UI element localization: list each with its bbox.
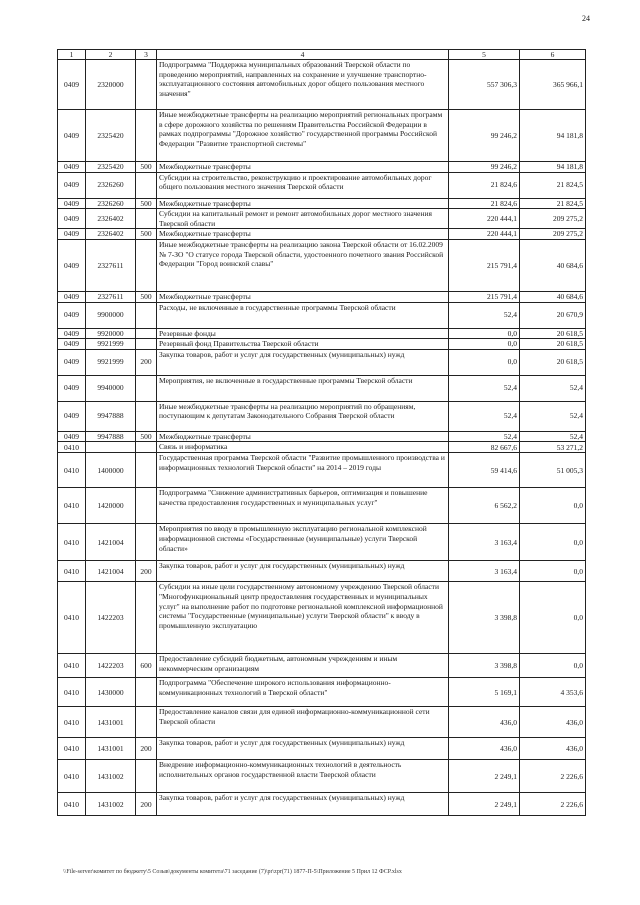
cell-amount-2: 436,0 bbox=[520, 707, 586, 738]
table-row bbox=[58, 738, 586, 760]
cell-amount-1: 59 414,6 bbox=[449, 453, 520, 488]
cell-name: Межбюджетные трансферты bbox=[157, 162, 449, 173]
cell-expense-type bbox=[136, 110, 157, 162]
cell-name: Резервный фонд Правительства Тверской области bbox=[157, 339, 449, 350]
table-row bbox=[58, 162, 586, 173]
cell-target-code: 1431002 bbox=[86, 793, 136, 816]
table-row bbox=[58, 488, 586, 524]
cell-expense-type bbox=[136, 707, 157, 738]
cell-name: Предоставление каналов связи для единой информационно-коммуникационной сети Тверской области bbox=[157, 707, 449, 738]
cell-name: Иные межбюджетные трансферты на реализацию закона Тверской области от 16.02.2009 № 7-ЗО "О статусе города Тверской области, удостоенного почетного звания Российской Федерации "Город воинской славы" bbox=[157, 239, 449, 291]
cell-amount-2: 0,0 bbox=[520, 561, 586, 582]
cell-amount-2: 40 684,6 bbox=[520, 239, 586, 291]
table-row bbox=[58, 349, 586, 375]
table-body bbox=[58, 60, 586, 816]
cell-name: Мероприятия по вводу в промышленную эксплуатацию региональной комплексной информационной системы «Государственные (муниципальные) услуги Тверской области» bbox=[157, 524, 449, 561]
cell-amount-2: 53 271,2 bbox=[520, 442, 586, 453]
cell-expense-type: 200 bbox=[136, 561, 157, 582]
column-header-2: 2 bbox=[86, 50, 136, 60]
cell-amount-2: 20 618,5 bbox=[520, 328, 586, 339]
cell-expense-type bbox=[136, 488, 157, 524]
cell-section: 0409 bbox=[58, 172, 86, 198]
cell-section: 0409 bbox=[58, 328, 86, 339]
cell-name: Расходы, не включенные в государственные программы Тверской области bbox=[157, 302, 449, 328]
cell-name: Межбюджетные трансферты bbox=[157, 431, 449, 442]
cell-name: Межбюджетные трансферты bbox=[157, 291, 449, 302]
cell-name: Мероприятия, не включенные в государственные программы Тверской области bbox=[157, 375, 449, 401]
cell-section: 0409 bbox=[58, 291, 86, 302]
cell-amount-1: 52,4 bbox=[449, 375, 520, 401]
cell-expense-type bbox=[136, 453, 157, 488]
cell-amount-1: 2 249,1 bbox=[449, 760, 520, 793]
cell-expense-type: 200 bbox=[136, 738, 157, 760]
cell-target-code: 9900000 bbox=[86, 302, 136, 328]
cell-target-code: 1430000 bbox=[86, 678, 136, 707]
cell-name: Субсидии на капитальный ремонт и ремонт автомобильных дорог местного значения Тверской области bbox=[157, 209, 449, 229]
cell-amount-2: 2 226,6 bbox=[520, 760, 586, 793]
cell-expense-type bbox=[136, 239, 157, 291]
table-row bbox=[58, 375, 586, 401]
column-header-3: 3 bbox=[136, 50, 157, 60]
cell-amount-1: 5 169,1 bbox=[449, 678, 520, 707]
cell-amount-2: 52,4 bbox=[520, 401, 586, 431]
cell-amount-2: 436,0 bbox=[520, 738, 586, 760]
cell-expense-type bbox=[136, 328, 157, 339]
cell-section: 0410 bbox=[58, 760, 86, 793]
cell-amount-1: 3 398,8 bbox=[449, 654, 520, 678]
cell-name: Иные межбюджетные трансферты на реализацию мероприятий региональных программ в сфере дорожного хозяйства по решениям Правительства Российской Федерации в рамках подпрограммы "Дорожное хозяйство" государственной программы Российской Федерации "Развитие транспортной системы" bbox=[157, 110, 449, 162]
cell-amount-1: 215 791,4 bbox=[449, 239, 520, 291]
cell-section: 0410 bbox=[58, 793, 86, 816]
cell-name: Субсидии на строительство, реконструкцию и проектирование автомобильных дорог общего пользования местного значения Тверской области bbox=[157, 172, 449, 198]
cell-target-code: 1422203 bbox=[86, 654, 136, 678]
table-row bbox=[58, 401, 586, 431]
cell-amount-2: 209 275,2 bbox=[520, 229, 586, 240]
cell-section: 0409 bbox=[58, 339, 86, 350]
cell-section: 0410 bbox=[58, 524, 86, 561]
cell-amount-1: 21 824,6 bbox=[449, 198, 520, 209]
cell-name: Межбюджетные трансферты bbox=[157, 229, 449, 240]
cell-target-code: 9920000 bbox=[86, 328, 136, 339]
cell-target-code: 2325420 bbox=[86, 110, 136, 162]
cell-amount-1: 99 246,2 bbox=[449, 110, 520, 162]
cell-expense-type bbox=[136, 339, 157, 350]
cell-amount-2: 4 353,6 bbox=[520, 678, 586, 707]
cell-section: 0409 bbox=[58, 302, 86, 328]
cell-section: 0409 bbox=[58, 239, 86, 291]
budget-table bbox=[57, 49, 586, 816]
table-row bbox=[58, 760, 586, 793]
table-row bbox=[58, 328, 586, 339]
cell-name: Закупка товаров, работ и услуг для государственных (муниципальных) нужд bbox=[157, 793, 449, 816]
cell-section: 0409 bbox=[58, 162, 86, 173]
cell-amount-2: 40 684,6 bbox=[520, 291, 586, 302]
cell-target-code: 1422203 bbox=[86, 582, 136, 654]
cell-amount-2: 0,0 bbox=[520, 488, 586, 524]
cell-name: Закупка товаров, работ и услуг для государственных (муниципальных) нужд bbox=[157, 349, 449, 375]
cell-expense-type: 500 bbox=[136, 229, 157, 240]
cell-amount-2: 21 824,5 bbox=[520, 172, 586, 198]
column-header-1: 1 bbox=[58, 50, 86, 60]
cell-amount-1: 0,0 bbox=[449, 349, 520, 375]
cell-expense-type bbox=[136, 760, 157, 793]
cell-section: 0409 bbox=[58, 349, 86, 375]
cell-amount-2: 94 181,8 bbox=[520, 110, 586, 162]
cell-amount-1: 82 667,6 bbox=[449, 442, 520, 453]
cell-amount-2: 209 275,2 bbox=[520, 209, 586, 229]
column-number-row bbox=[58, 50, 586, 60]
cell-name: Межбюджетные трансферты bbox=[157, 198, 449, 209]
cell-amount-2: 365 966,1 bbox=[520, 60, 586, 110]
table-row bbox=[58, 60, 586, 110]
cell-amount-2: 0,0 bbox=[520, 654, 586, 678]
cell-section: 0410 bbox=[58, 488, 86, 524]
cell-target-code: 1421004 bbox=[86, 561, 136, 582]
table-row bbox=[58, 229, 586, 240]
cell-amount-2: 94 181,8 bbox=[520, 162, 586, 173]
cell-amount-1: 3 163,4 bbox=[449, 561, 520, 582]
table-row bbox=[58, 793, 586, 816]
column-header-5: 5 bbox=[449, 50, 520, 60]
cell-amount-2: 0,0 bbox=[520, 524, 586, 561]
cell-target-code: 2326260 bbox=[86, 198, 136, 209]
table-row bbox=[58, 442, 586, 453]
table-row bbox=[58, 678, 586, 707]
cell-section: 0410 bbox=[58, 654, 86, 678]
table-row bbox=[58, 561, 586, 582]
cell-section: 0409 bbox=[58, 198, 86, 209]
cell-expense-type bbox=[136, 302, 157, 328]
cell-expense-type bbox=[136, 60, 157, 110]
cell-target-code: 2326260 bbox=[86, 172, 136, 198]
cell-expense-type: 500 bbox=[136, 431, 157, 442]
cell-target-code: 9921999 bbox=[86, 349, 136, 375]
cell-target-code bbox=[86, 442, 136, 453]
cell-target-code: 2326402 bbox=[86, 209, 136, 229]
cell-expense-type: 200 bbox=[136, 793, 157, 816]
cell-name: Подпрограмма "Поддержка муниципальных образований Тверской области по проведению мероприятий, направленных на сохранение и улучшение транспортно-эксплуатационного состояния автомобильных дорог общего пользования местного значения" bbox=[157, 60, 449, 110]
cell-target-code: 2320000 bbox=[86, 60, 136, 110]
cell-target-code: 2325420 bbox=[86, 162, 136, 173]
cell-name: Закупка товаров, работ и услуг для государственных (муниципальных) нужд bbox=[157, 561, 449, 582]
column-header-6: 6 bbox=[520, 50, 586, 60]
cell-section: 0409 bbox=[58, 60, 86, 110]
cell-amount-1: 3 398,8 bbox=[449, 582, 520, 654]
cell-target-code: 1421004 bbox=[86, 524, 136, 561]
cell-amount-1: 52,4 bbox=[449, 302, 520, 328]
table-row bbox=[58, 198, 586, 209]
cell-amount-1: 215 791,4 bbox=[449, 291, 520, 302]
cell-expense-type: 200 bbox=[136, 349, 157, 375]
cell-amount-1: 3 163,4 bbox=[449, 524, 520, 561]
table-row bbox=[58, 110, 586, 162]
cell-amount-2: 2 226,6 bbox=[520, 793, 586, 816]
cell-name: Закупка товаров, работ и услуг для государственных (муниципальных) нужд bbox=[157, 738, 449, 760]
cell-amount-1: 436,0 bbox=[449, 707, 520, 738]
cell-section: 0409 bbox=[58, 229, 86, 240]
cell-expense-type: 500 bbox=[136, 291, 157, 302]
cell-expense-type bbox=[136, 172, 157, 198]
column-header-4: 4 bbox=[157, 50, 449, 60]
cell-amount-1: 6 562,2 bbox=[449, 488, 520, 524]
cell-section: 0410 bbox=[58, 738, 86, 760]
cell-amount-2: 20 670,9 bbox=[520, 302, 586, 328]
cell-target-code: 1431002 bbox=[86, 760, 136, 793]
cell-name: Внедрение информационно-коммуникационных технологий в деятельность исполнительных органов государственной власти Тверской области bbox=[157, 760, 449, 793]
cell-section: 0409 bbox=[58, 375, 86, 401]
cell-amount-2: 52,4 bbox=[520, 431, 586, 442]
cell-expense-type bbox=[136, 401, 157, 431]
cell-amount-2: 52,4 bbox=[520, 375, 586, 401]
cell-amount-1: 52,4 bbox=[449, 401, 520, 431]
cell-amount-2: 0,0 bbox=[520, 582, 586, 654]
cell-expense-type bbox=[136, 524, 157, 561]
cell-target-code: 2326402 bbox=[86, 229, 136, 240]
cell-target-code: 9947888 bbox=[86, 431, 136, 442]
cell-expense-type: 600 bbox=[136, 654, 157, 678]
cell-amount-2: 20 618,5 bbox=[520, 349, 586, 375]
cell-target-code: 1420000 bbox=[86, 488, 136, 524]
cell-target-code: 1431001 bbox=[86, 738, 136, 760]
cell-target-code: 9921999 bbox=[86, 339, 136, 350]
cell-name: Иные межбюджетные трансферты на реализацию мероприятий по обращениям, поступающим к депутатам Законодательного Собрания Тверской области bbox=[157, 401, 449, 431]
cell-expense-type: 500 bbox=[136, 198, 157, 209]
table-row bbox=[58, 302, 586, 328]
cell-expense-type bbox=[136, 442, 157, 453]
cell-amount-1: 436,0 bbox=[449, 738, 520, 760]
cell-section: 0409 bbox=[58, 431, 86, 442]
cell-section: 0410 bbox=[58, 582, 86, 654]
cell-target-code: 1400000 bbox=[86, 453, 136, 488]
cell-expense-type: 500 bbox=[136, 162, 157, 173]
table-row bbox=[58, 339, 586, 350]
cell-name: Подпрограмма "Снижение административных барьеров, оптимизация и повышение качества предоставления государственных и муниципальных услуг" bbox=[157, 488, 449, 524]
table-row bbox=[58, 654, 586, 678]
cell-expense-type bbox=[136, 678, 157, 707]
table-row bbox=[58, 431, 586, 442]
cell-amount-1: 0,0 bbox=[449, 339, 520, 350]
cell-target-code: 9947888 bbox=[86, 401, 136, 431]
cell-name: Государственная программа Тверской области "Развитие промышленного производства и информационных технологий Тверской области" на 2014 – 2019 годы bbox=[157, 453, 449, 488]
table-row bbox=[58, 239, 586, 291]
cell-amount-1: 52,4 bbox=[449, 431, 520, 442]
cell-amount-1: 557 306,3 bbox=[449, 60, 520, 110]
table-row bbox=[58, 172, 586, 198]
cell-name: Подпрограмма "Обеспечение широкого использования информационно-коммуникационных технологий в Тверской области" bbox=[157, 678, 449, 707]
cell-amount-2: 20 618,5 bbox=[520, 339, 586, 350]
cell-section: 0410 bbox=[58, 707, 86, 738]
table-row bbox=[58, 582, 586, 654]
cell-name: Субсидии на иные цели государственному автономному учреждению Тверской области "Многофункциональный центр предоставления государственных и муниципальных услуг" на выполнение работ по подготовке региональной комплексной информационной системы "Государственные (муниципальные) услуги Тверской области" к вводу в промышленную эксплуатацию bbox=[157, 582, 449, 654]
cell-target-code: 2327611 bbox=[86, 291, 136, 302]
budget-table-container bbox=[57, 49, 586, 816]
cell-expense-type bbox=[136, 209, 157, 229]
cell-amount-2: 21 824,5 bbox=[520, 198, 586, 209]
cell-section: 0410 bbox=[58, 453, 86, 488]
cell-section: 0409 bbox=[58, 110, 86, 162]
cell-expense-type bbox=[136, 375, 157, 401]
table-row bbox=[58, 524, 586, 561]
table-row bbox=[58, 707, 586, 738]
cell-section: 0409 bbox=[58, 401, 86, 431]
cell-section: 0410 bbox=[58, 678, 86, 707]
cell-expense-type bbox=[136, 582, 157, 654]
cell-name: Связь и информатика bbox=[157, 442, 449, 453]
file-path-footer: \\File-server\комитет по бюджету\5 Созыв\документы комитета\71 заседание (7)\pr\zpr(71) 1877-П-5\Приложение 5 Прил 12 ФСР.xlsx bbox=[63, 869, 402, 875]
cell-amount-1: 21 824,6 bbox=[449, 172, 520, 198]
page-number: 24 bbox=[582, 14, 590, 23]
table-row bbox=[58, 209, 586, 229]
cell-section: 0410 bbox=[58, 561, 86, 582]
cell-amount-1: 220 444,1 bbox=[449, 209, 520, 229]
cell-section: 0410 bbox=[58, 442, 86, 453]
cell-amount-2: 51 005,3 bbox=[520, 453, 586, 488]
cell-target-code: 2327611 bbox=[86, 239, 136, 291]
cell-amount-1: 99 246,2 bbox=[449, 162, 520, 173]
cell-name: Предоставление субсидий бюджетным, автономным учреждениям и иным некоммерческим организациям bbox=[157, 654, 449, 678]
cell-name: Резервные фонды bbox=[157, 328, 449, 339]
cell-amount-1: 220 444,1 bbox=[449, 229, 520, 240]
table-row bbox=[58, 453, 586, 488]
cell-target-code: 9940000 bbox=[86, 375, 136, 401]
cell-section: 0409 bbox=[58, 209, 86, 229]
cell-amount-1: 2 249,1 bbox=[449, 793, 520, 816]
cell-target-code: 1431001 bbox=[86, 707, 136, 738]
table-row bbox=[58, 291, 586, 302]
cell-amount-1: 0,0 bbox=[449, 328, 520, 339]
